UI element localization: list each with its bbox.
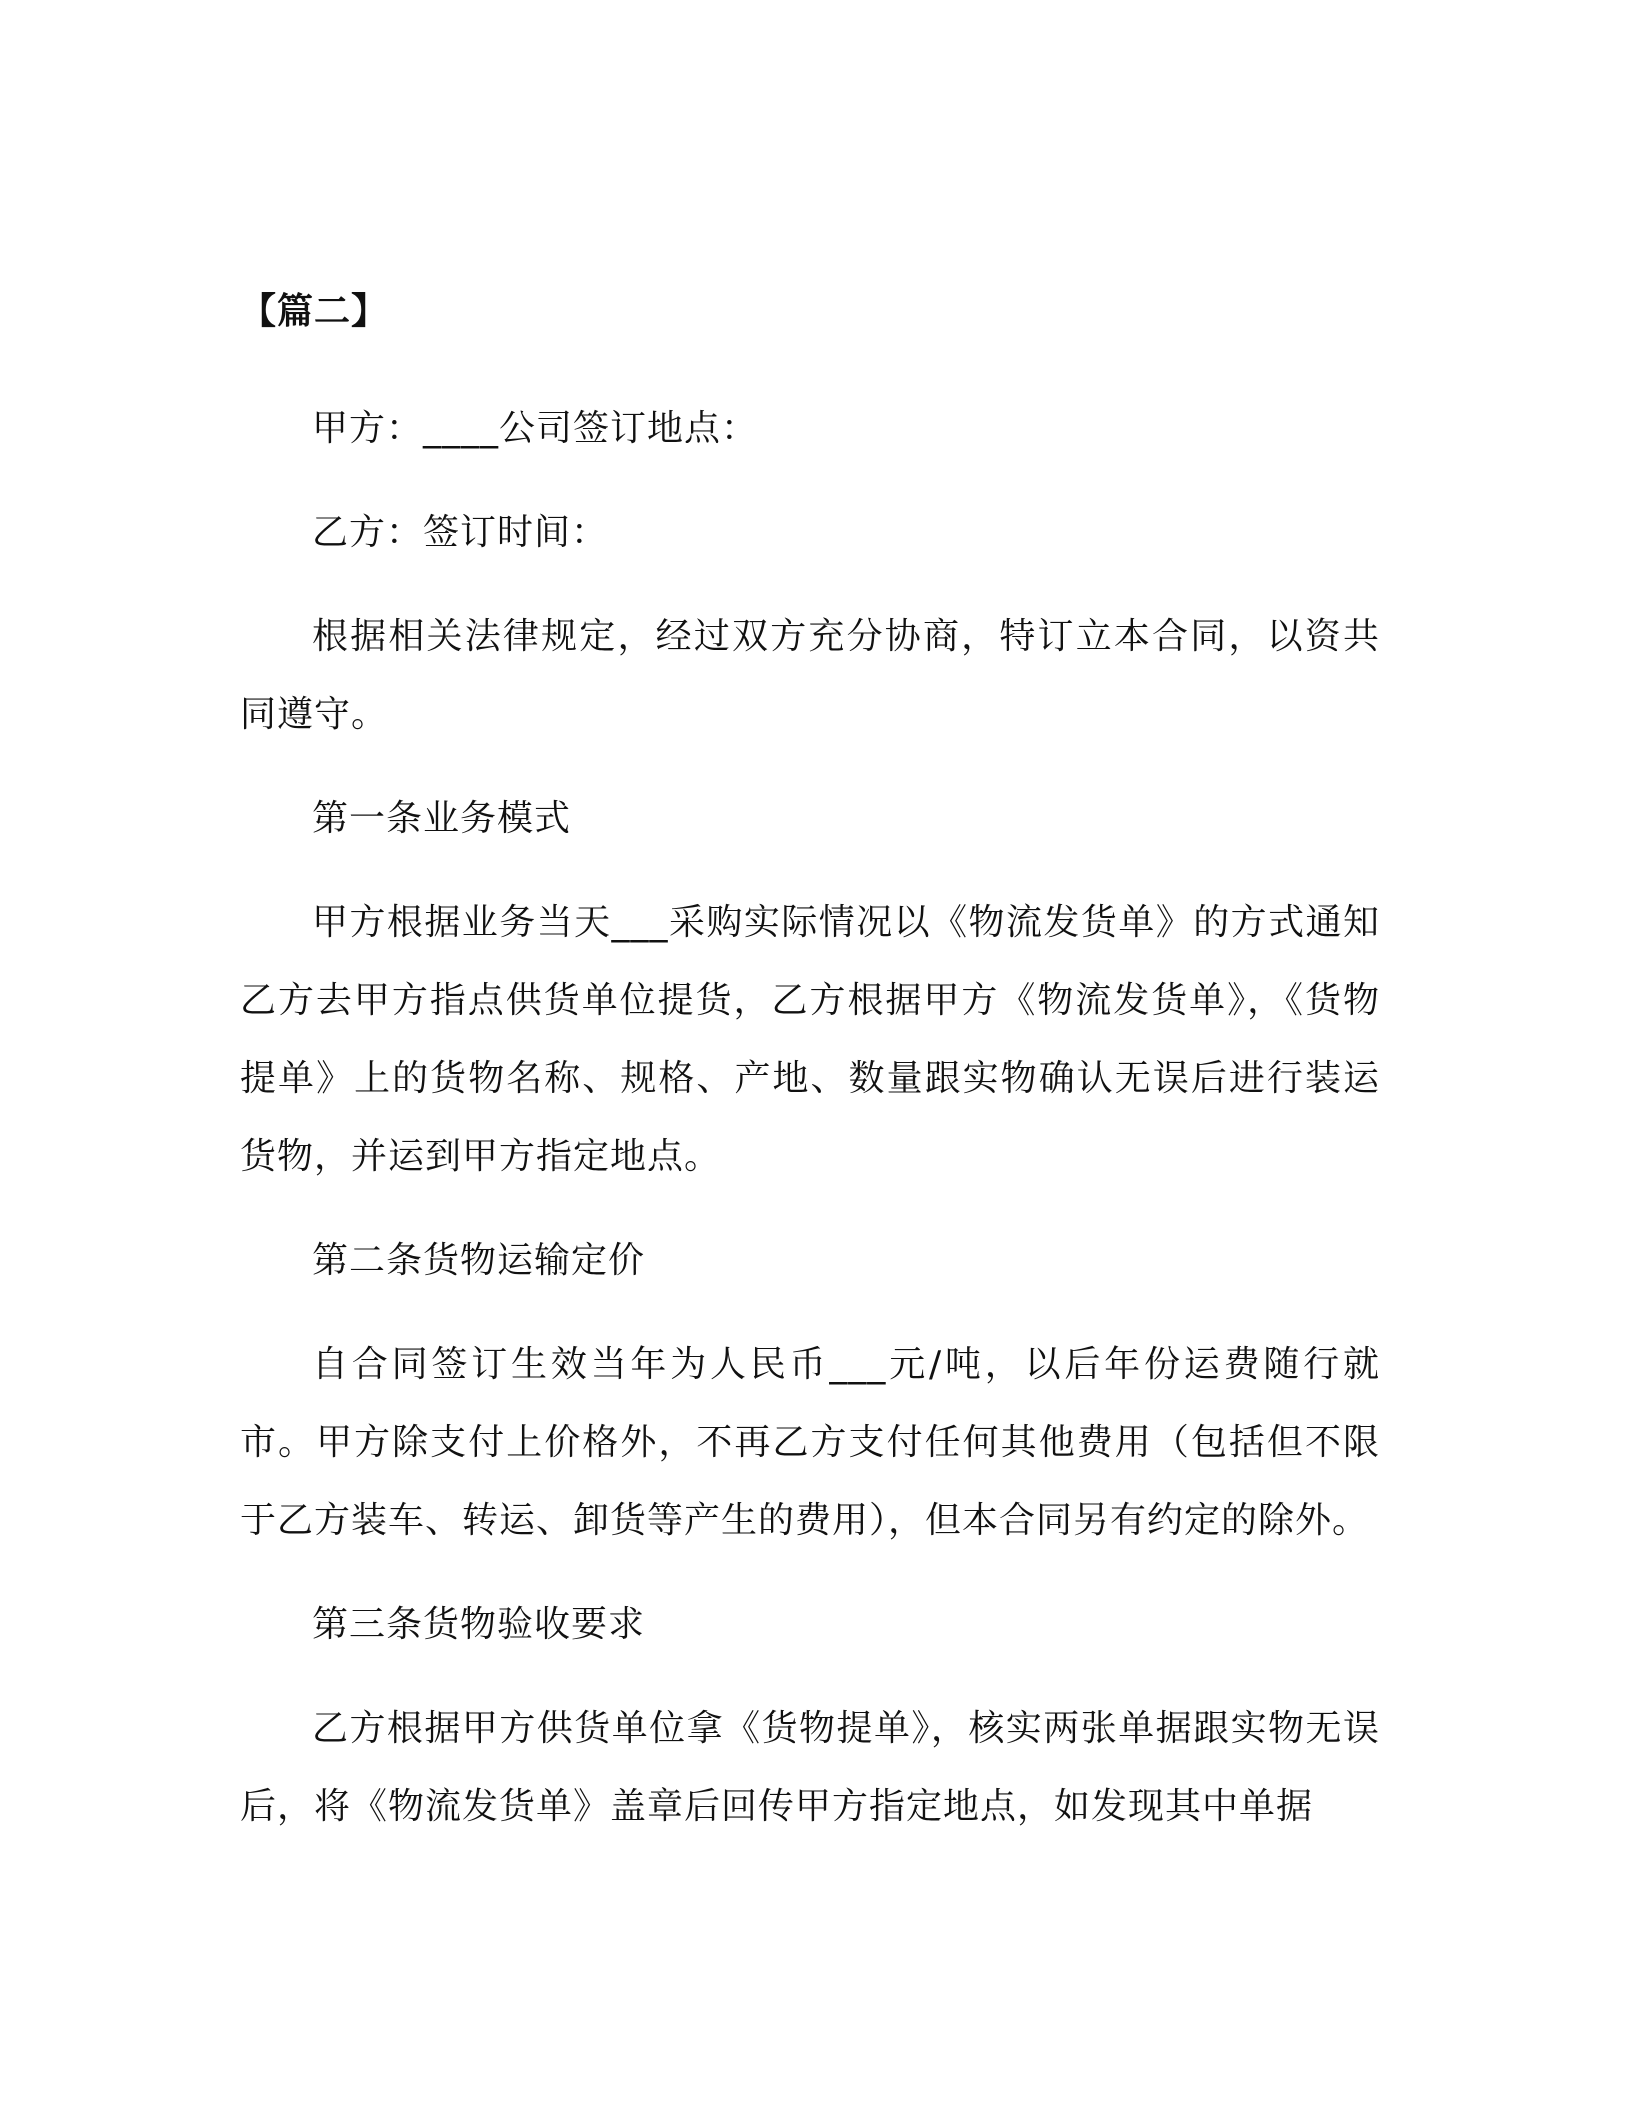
party-a-line: 甲方：____公司签订地点：	[312, 408, 759, 449]
intro-paragraph: 根据相关法律规定，经过双方充分协商，特订立本合同，以资共同遵守。	[240, 616, 1380, 735]
article-2-title: 第二条货物运输定价	[312, 1240, 646, 1281]
section-heading: 【篇二】	[240, 291, 389, 332]
article-2-body: 自合同签订生效当年为人民币___元/吨，以后年份运费随行就市。甲方除支付上价格外，不再乙方支付任何其他费用（包括但不限于乙方装车、转运、卸货等产生的费用），但本合同另有约定的除外。	[240, 1344, 1380, 1541]
party-b-line: 乙方：签订时间：	[312, 512, 609, 553]
contract-body	[240, 286, 1380, 1872]
article-3-title: 第三条货物验收要求	[312, 1604, 646, 1645]
article-1-body: 甲方根据业务当天___采购实际情况以《物流发货单》的方式通知乙方去甲方指点供货单位提货，乙方根据甲方《物流发货单》，《货物提单》上的货物名称、规格、产地、数量跟实物确认无误后进行装运货物，并运到甲方指定地点。	[240, 902, 1380, 1177]
article-1-title: 第一条业务模式	[312, 798, 572, 839]
article-3-body: 乙方根据甲方供货单位拿《货物提单》，核实两张单据跟实物无误后，将《物流发货单》盖章后回传甲方指定地点，如发现其中单据	[240, 1708, 1380, 1827]
